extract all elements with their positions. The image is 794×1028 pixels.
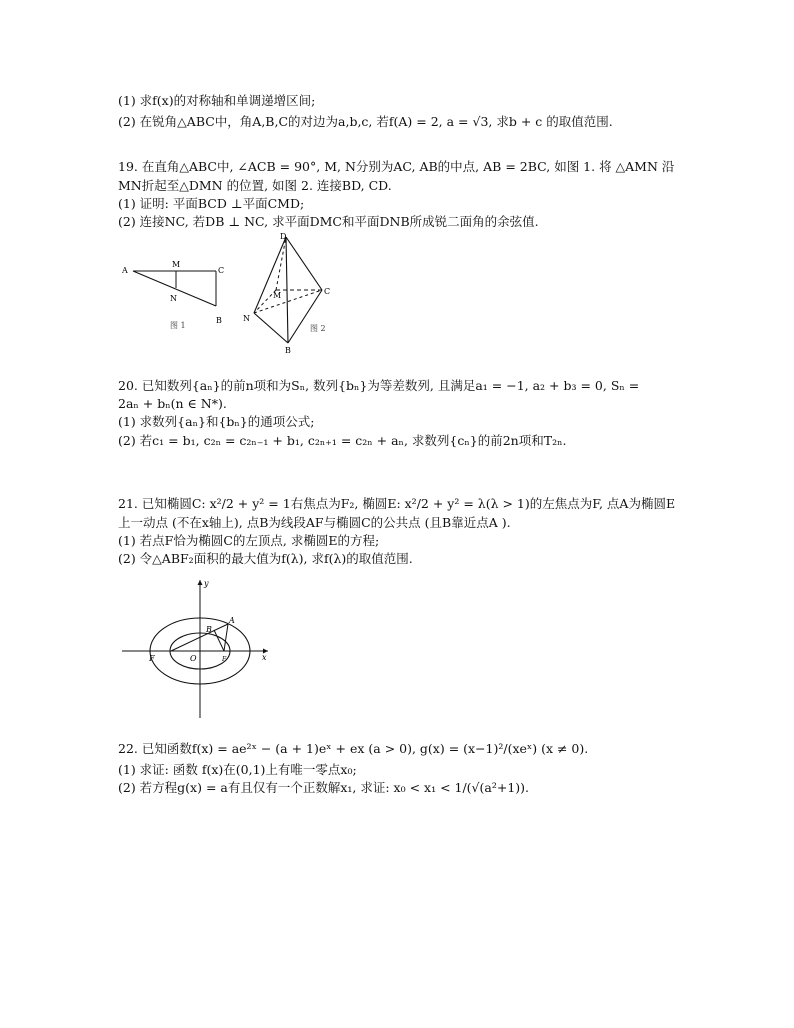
- fig3-label-f2: F: [222, 656, 227, 663]
- fig3-label-x: x: [262, 653, 267, 662]
- line-q21-title: 21. 已知椭圆C: x²/2 + y² = 1右焦点为F₂, 椭圆E: x²/2 + y² = λ(λ > 1)的左焦点为F, 点A为椭圆E: [118, 496, 676, 511]
- line-q21-2: (2) 令△ABF₂面积的最大值为f(λ), 求f(λ)的取值范围.: [118, 551, 413, 566]
- fig3-label-b: B: [206, 625, 212, 634]
- line-q20-2: (2) 若c₁ = b₁, c₂ₙ = c₂ₙ₋₁ + b₁, c₂ₙ₊₁ = c₂ₙ + aₙ, 求数列{cₙ}的前2n项和T₂ₙ.: [118, 433, 567, 448]
- line-q20-title-cont: 2aₙ + bₙ(n ∈ N*).: [118, 396, 227, 411]
- line-q20-title: 20. 已知数列{aₙ}的前n项和为Sₙ, 数列{bₙ}为等差数列, 且满足a₁ = −1, a₂ + b₃ = 0, Sₙ =: [118, 378, 640, 393]
- fig1-label-a: A: [122, 266, 128, 275]
- fig3-label-y: y: [204, 579, 209, 588]
- line-q18-1: (1) 求f(x)的对称轴和单调递增区间;: [118, 93, 316, 108]
- fig1-caption: 图 1: [170, 321, 186, 330]
- figure-1: [118, 255, 228, 335]
- fig2-label-n: N: [243, 314, 250, 323]
- line-q21-1: (1) 若点F恰为椭圆C的左顶点, 求椭圆E的方程;: [118, 533, 380, 548]
- fig1-label-n: N: [170, 294, 177, 303]
- line-q22-2: (2) 若方程g(x) = a有且仅有一个正数解x₁, 求证: x₀ < x₁ < 1/(√(a²+1)).: [118, 780, 530, 795]
- line-q22-title: 22. 已知函数f(x) = ae²ˣ − (a + 1)eˣ + ex (a > 0), g(x) = (x−1)²/(xeˣ) (x ≠ 0).: [118, 741, 589, 756]
- figure-2: [240, 228, 340, 358]
- fig2-label-m: M: [273, 291, 282, 300]
- line-q19-2: (2) 连接NC, 若DB ⊥ NC, 求平面DMC和平面DNB所成锐二面角的余弦值.: [118, 214, 539, 229]
- line-q21-title-cont: 上一动点 (不在x轴上), 点B为线段AF与椭圆C的公共点 (且B靠近点A ).: [118, 515, 511, 530]
- fig3-label-o: O: [190, 654, 197, 663]
- line-q19-title: 19. 在直角△ABC中, ∠ACB = 90°, M, N分别为AC, AB的中点, AB = 2BC, 如图 1. 将 △AMN 沿: [118, 159, 675, 174]
- line-q20-1: (1) 求数列{aₙ}和{bₙ}的通项公式;: [118, 414, 315, 429]
- fig3-label-a: A: [229, 616, 235, 625]
- fig2-label-b: B: [285, 346, 291, 355]
- line-q19-1: (1) 证明: 平面BCD ⊥平面CMD;: [118, 196, 305, 211]
- fig1-label-m: M: [172, 260, 181, 269]
- fig2-label-d: D: [280, 232, 287, 241]
- line-q18-2: (2) 在锐角△ABC中，角A,B,C的对边为a,b,c, 若f(A) = 2, a = √3, 求b + c 的取值范围.: [118, 114, 613, 129]
- fig1-label-b: B: [216, 316, 222, 325]
- figure-3: [118, 578, 278, 723]
- fig2-caption: 图 2: [310, 324, 326, 333]
- fig2-label-c: C: [324, 287, 331, 296]
- fig1-label-c: C: [218, 266, 225, 275]
- fig3-label-f: F: [149, 654, 155, 663]
- line-q19-title-cont: MN折起至△DMN 的位置, 如图 2. 连接BD, CD.: [118, 178, 392, 193]
- line-q22-1: (1) 求证: 函数 f(x)在(0,1)上有唯一零点x₀;: [118, 762, 357, 777]
